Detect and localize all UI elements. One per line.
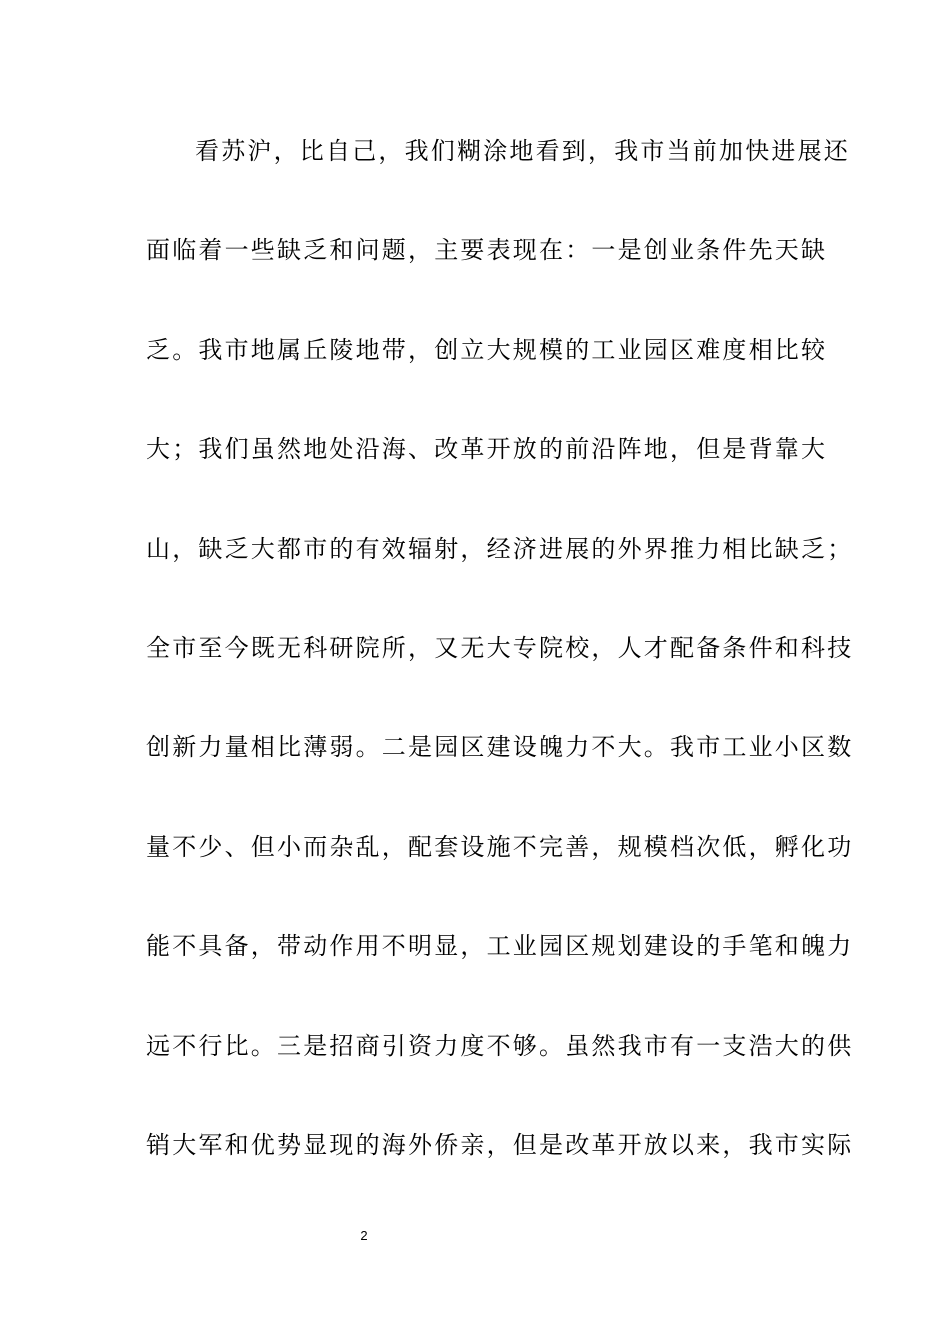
- paragraph-line: 量不少、但小而杂乱，配套设施不完善，规模档次低，孵化功: [146, 832, 854, 861]
- paragraph-line: 面临着一些缺乏和问题，主要表现在：一是创业条件先天缺: [146, 236, 828, 265]
- paragraph-line: 看苏沪，比自己，我们糊涂地看到，我市当前加快进展还: [195, 137, 850, 165]
- paragraph-line: 远不行比。三是招商引资力度不够。虽然我市有一支浩大的供: [146, 1031, 854, 1060]
- paragraph-line: 能不具备，带动作用不明显，工业园区规划建设的手笔和魄力: [146, 932, 854, 961]
- body-paragraph: [146, 126, 854, 1219]
- paragraph-line: 山，缺乏大都市的有效辐射，经济进展的外界推力相比缺乏；: [146, 534, 854, 563]
- page-number: 2: [360, 1228, 368, 1243]
- paragraph-line: 乏。我市地属丘陵地带，创立大规模的工业园区难度相比较: [146, 335, 828, 364]
- paragraph-line: 大；我们虽然地处沿海、改革开放的前沿阵地，但是背靠大: [146, 435, 828, 464]
- paragraph-line: 创新力量相比薄弱。二是园区建设魄力不大。我市工业小区数: [146, 733, 854, 762]
- paragraph-line: 销大军和优势显现的海外侨亲，但是改革开放以来，我市实际: [146, 1130, 854, 1159]
- paragraph-line: 全市至今既无科研院所，又无大专院校，人才配备条件和科技: [146, 633, 854, 662]
